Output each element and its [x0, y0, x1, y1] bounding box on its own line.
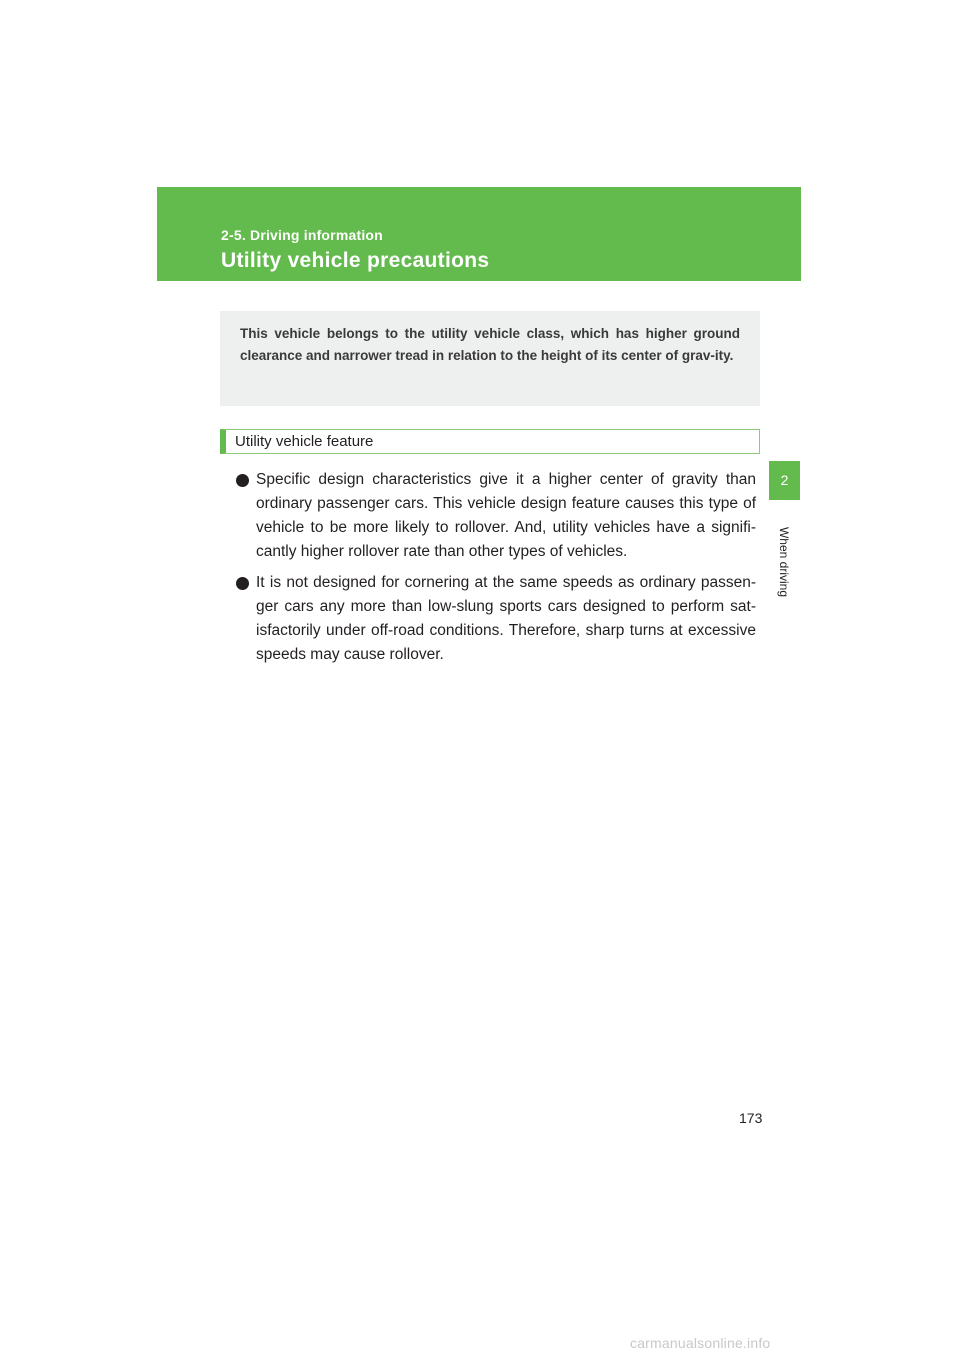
bullet-dot-icon [236, 474, 249, 487]
section-label: 2-5. Driving information [221, 227, 383, 243]
intro-text: This vehicle belongs to the utility vehicle class, which has higher ground clearance and narrower tread in relation to the height of its center of grav-ity. [240, 326, 740, 363]
bullet-list [236, 468, 756, 674]
bullet-item [236, 571, 756, 667]
chapter-tab: 2 [769, 461, 800, 500]
section-heading: Utility vehicle feature [220, 429, 760, 454]
intro-box [220, 311, 760, 406]
bullet-dot-icon [236, 577, 249, 590]
bullet-text: Specific design characteristics give it a higher center of gravity than ordinary passenger cars. This vehicle design feature causes this type of vehicle to be more likely to rollover. And, utility vehicles have a signifi-cantly higher rollover rate than other types of vehicles. [256, 471, 756, 560]
page-number: 173 [739, 1110, 763, 1126]
page-title: Utility vehicle precautions [221, 249, 490, 272]
chapter-tab-label: When driving [777, 526, 791, 598]
bullet-text: It is not designed for cornering at the same speeds as ordinary passen-ger cars any more than low-slung sports cars designed to perform sat-isfactorily under off-road conditions. Therefore, sharp turns at excessive speeds may cause rollover. [256, 574, 756, 663]
watermark: carmanualsonline.info [630, 1335, 771, 1351]
chapter-header-band [157, 187, 801, 281]
bullet-item [236, 468, 756, 564]
